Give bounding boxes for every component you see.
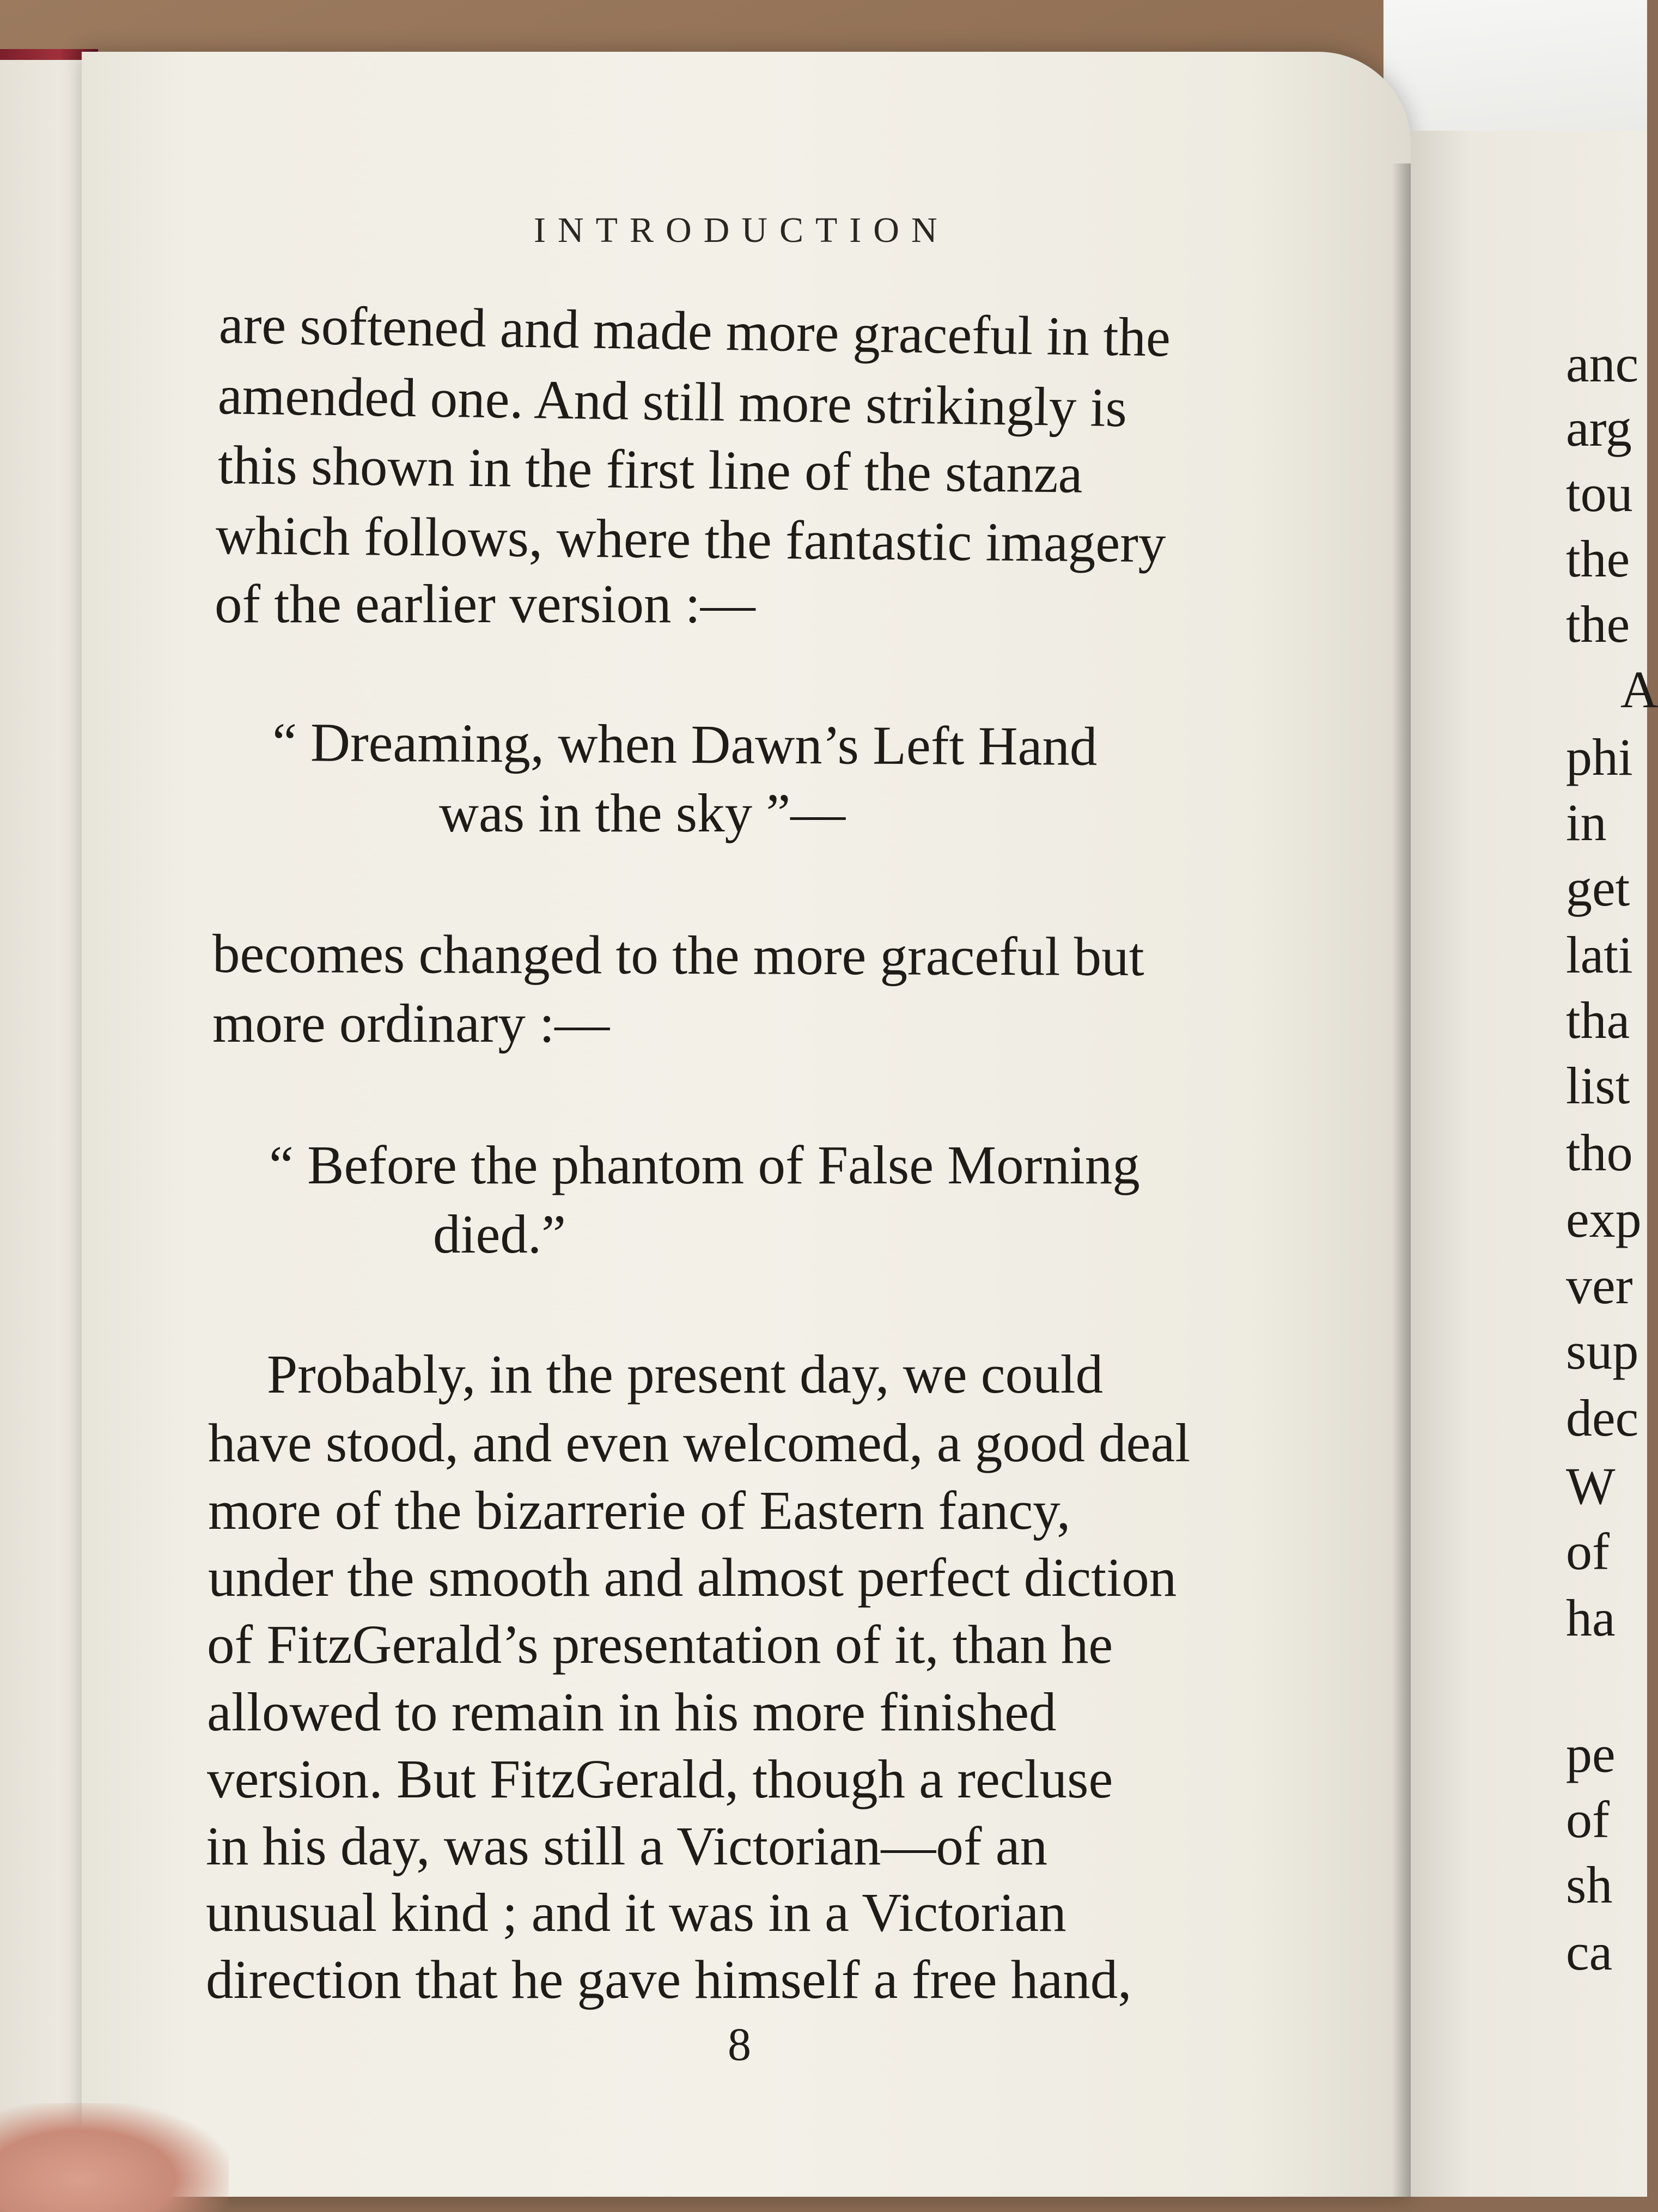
right-page-fragment: list xyxy=(1566,1056,1630,1115)
body-line: Probably, in the present day, we could xyxy=(267,1344,1104,1405)
body-line: allowed to remain in his more finished xyxy=(207,1681,1057,1742)
right-page-fragment: sh xyxy=(1566,1856,1613,1914)
right-page-fragment: arg xyxy=(1566,399,1632,457)
right-page-fragment: A xyxy=(1620,660,1658,719)
body-line: have stood, and even welcomed, a good deal xyxy=(208,1412,1191,1473)
right-page-fragment: in xyxy=(1566,793,1607,852)
body-line: of FitzGerald’s presentation of it, than he xyxy=(207,1614,1113,1675)
body-line: are softened and made more graceful in the xyxy=(218,294,1171,368)
body-line: direction that he gave himself a free hand, xyxy=(206,1949,1132,2010)
right-page-fragment: of xyxy=(1566,1522,1610,1581)
body-line: under the smooth and almost perfect diction xyxy=(208,1547,1177,1608)
right-page-fragment: sup xyxy=(1566,1322,1639,1380)
body-line: this shown in the first line of the stanza xyxy=(217,434,1083,505)
body-line: of the earlier version :— xyxy=(215,573,755,634)
right-page-fragment: tha xyxy=(1566,991,1630,1049)
page-number: 8 xyxy=(728,2018,751,2070)
body-line: in his day, was still a Victorian—of an xyxy=(206,1815,1048,1876)
body-line: more of the bizarrerie of Eastern fancy, xyxy=(208,1480,1071,1541)
right-page-fragment: anc xyxy=(1566,335,1639,393)
right-page-fragment: ver xyxy=(1566,1256,1633,1315)
right-page-fragment: ca xyxy=(1566,1923,1613,1981)
body-line: version. But FitzGerald, though a recluse xyxy=(207,1748,1113,1809)
right-page-fragment: get xyxy=(1566,859,1630,917)
quoted-verse-line: “ Before the phantom of False Morning xyxy=(269,1134,1140,1195)
right-page-fragment: tho xyxy=(1566,1123,1633,1182)
right-page-fragment: of xyxy=(1566,1790,1610,1849)
body-line: which follows, where the fantastic imagery xyxy=(215,505,1166,574)
previous-page-edge xyxy=(0,60,82,2197)
thumb xyxy=(0,2103,229,2212)
right-page-fragment: exp xyxy=(1566,1190,1642,1248)
right-page-fragment: dec xyxy=(1566,1389,1639,1447)
right-page-fragment: pe xyxy=(1566,1725,1616,1783)
quoted-verse-line: died.” xyxy=(433,1204,566,1265)
right-page-fragment: ha xyxy=(1566,1589,1616,1647)
right-page-fragment: tou xyxy=(1566,464,1633,522)
right-page-fragment: phi xyxy=(1566,728,1633,786)
body-line: amended one. And still more strikingly is xyxy=(217,364,1127,439)
body-line: unusual kind ; and it was in a Victorian xyxy=(206,1882,1066,1943)
right-page-fragment: the xyxy=(1566,595,1630,653)
running-header: INTRODUCTION xyxy=(534,210,949,250)
right-page-fragment: lati xyxy=(1566,926,1633,984)
quoted-verse-line: “ Dreaming, when Dawn’s Left Hand xyxy=(272,712,1098,777)
body-line: becomes changed to the more graceful but xyxy=(212,923,1144,987)
body-line: more ordinary :— xyxy=(212,993,610,1054)
quoted-verse-line: was in the sky ”— xyxy=(439,782,846,843)
right-page-fragment: the xyxy=(1566,530,1630,588)
right-page-fragment: W xyxy=(1566,1457,1616,1515)
